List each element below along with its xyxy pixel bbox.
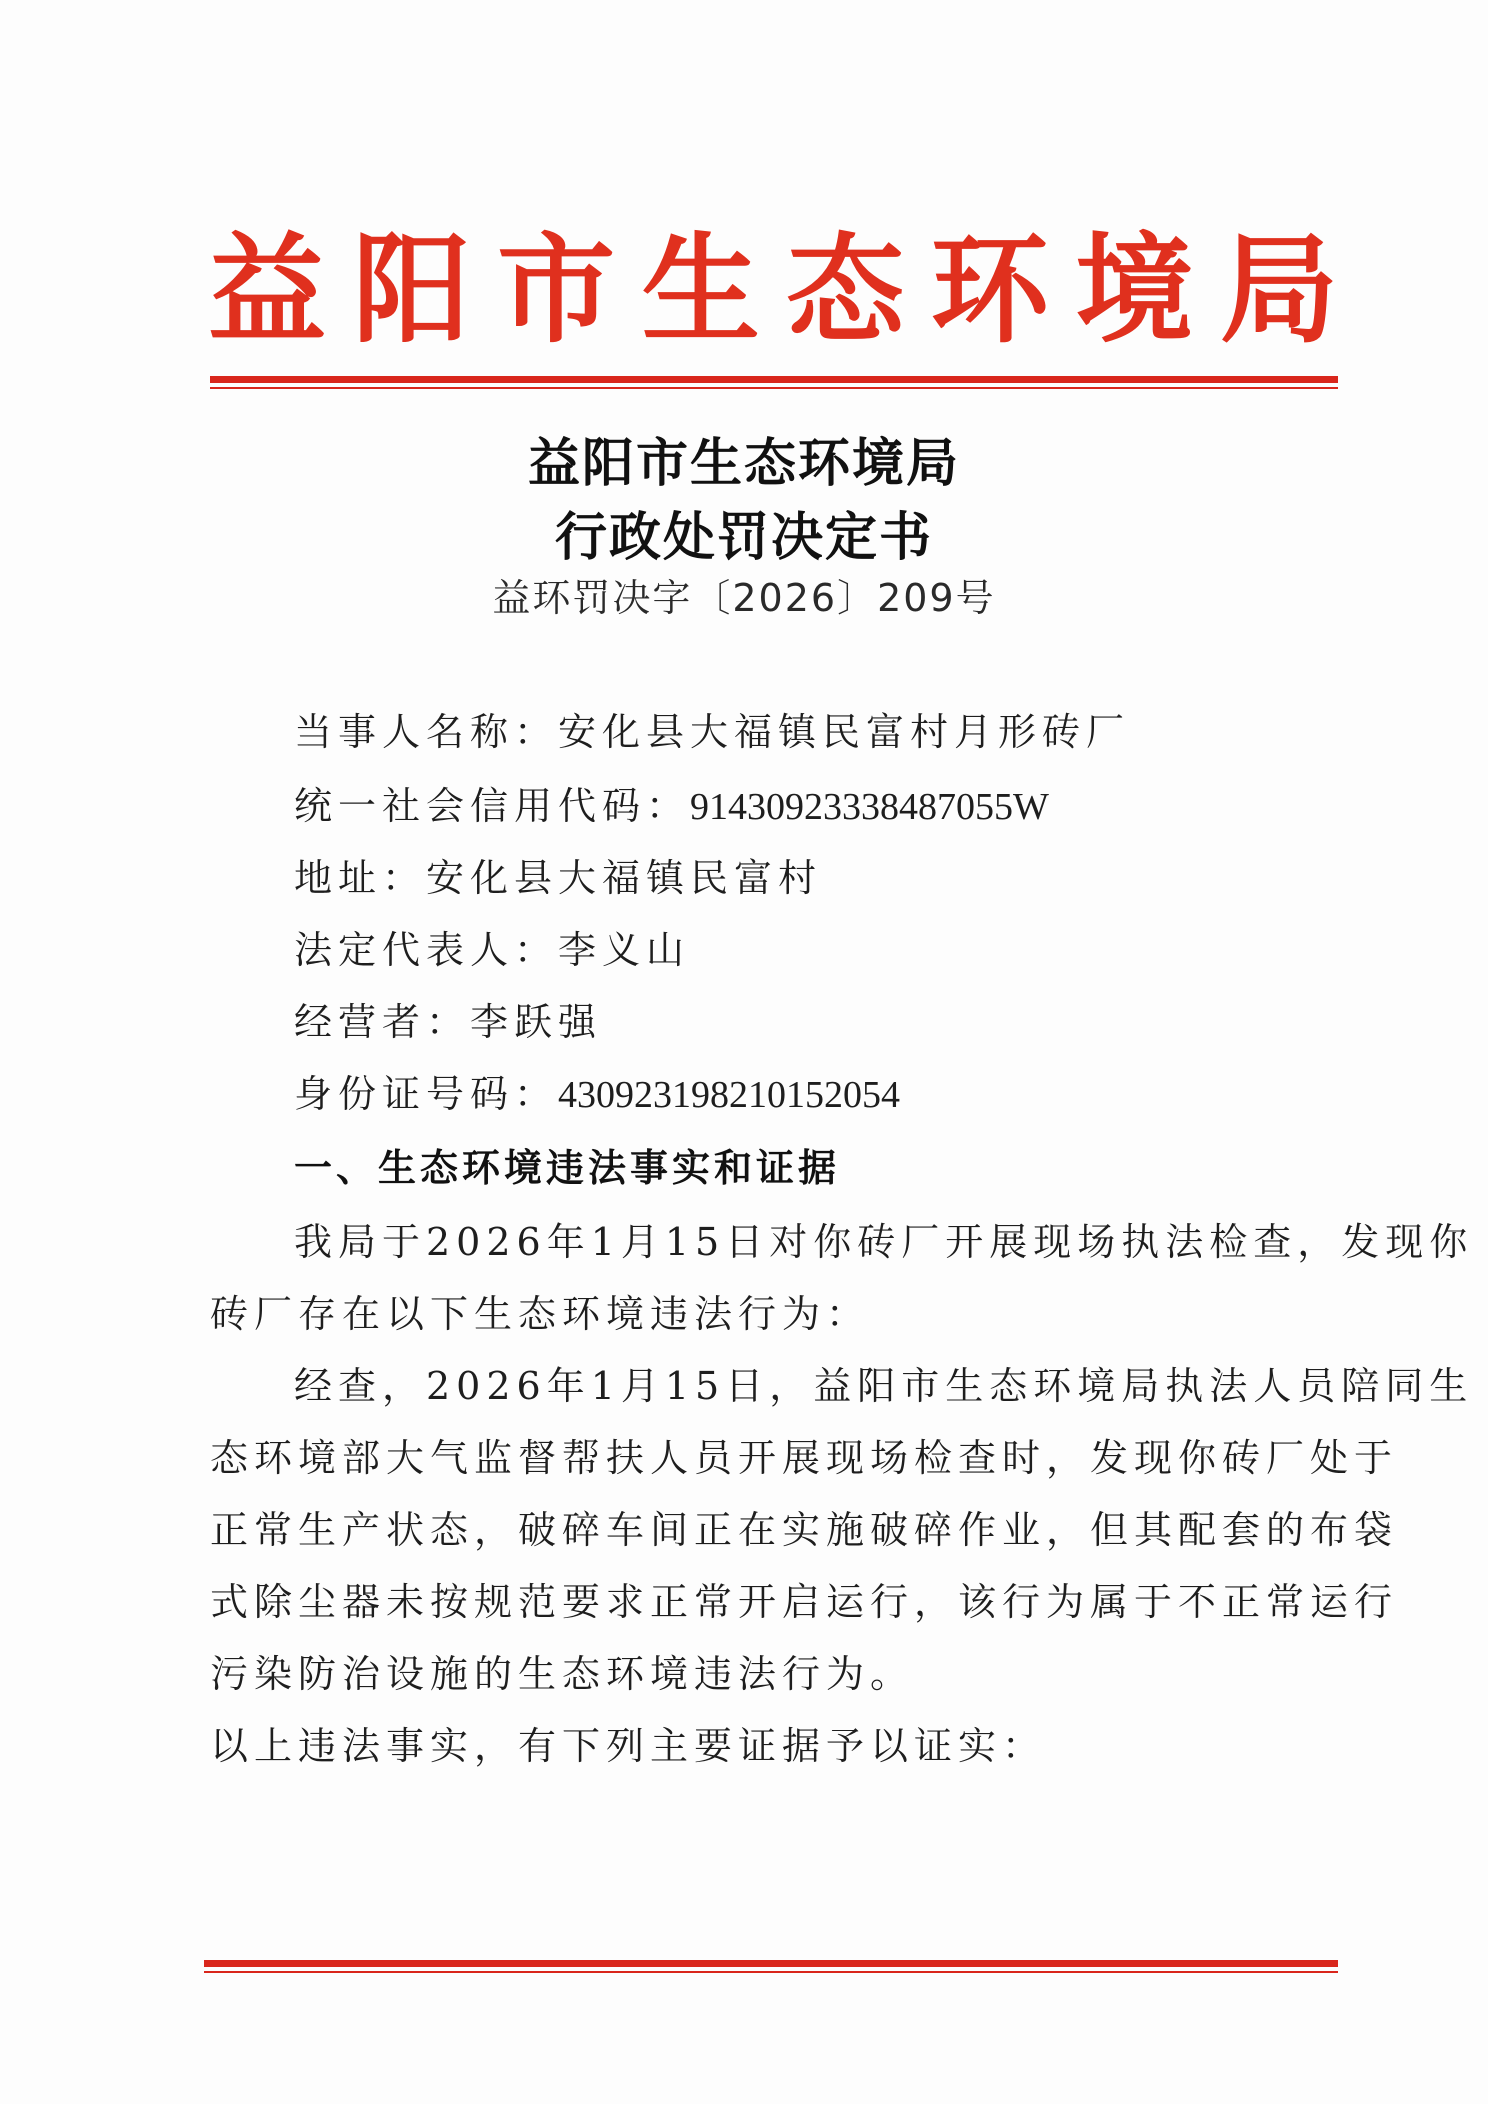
letterhead-char: 益: [208, 220, 327, 359]
letterhead-char: 态: [786, 220, 905, 359]
paragraph-line: 正常生产状态，破碎车间正在实施破碎作业，但其配套的布袋: [210, 1508, 1399, 1552]
paragraph-line: 式除尘器未按规范要求正常开启运行，该行为属于不正常运行: [210, 1580, 1399, 1624]
party-name-value: 安化县大福镇民富村月形砖厂: [558, 710, 1131, 754]
doc-title-agency: 益阳市生态环境局: [527, 433, 960, 494]
footer-divider-thin: [204, 1971, 1338, 1973]
letterhead-char: 生: [641, 220, 760, 359]
address-label: 地址：: [294, 856, 427, 900]
letterhead-char: 局: [1219, 220, 1338, 359]
credit-code-value: 91430923338487055W: [690, 786, 1049, 828]
legal-rep-row: [294, 924, 690, 976]
operator-row: [294, 996, 602, 1048]
paragraph-line: 我局于2026年1月15日对你砖厂开展现场执法检查，发现你: [294, 1220, 1474, 1264]
paragraph-line: 砖厂存在以下生态环境违法行为：: [210, 1292, 871, 1336]
operator-label: 经营者：: [294, 1000, 471, 1044]
letterhead-char: 境: [1075, 220, 1194, 359]
paragraph-line: 经查，2026年1月15日，益阳市生态环境局执法人员陪同生: [294, 1364, 1474, 1408]
section-heading-violations: 一、生态环境违法事实和证据: [294, 1146, 841, 1190]
credit-code-row: [294, 780, 1049, 833]
agency-letterhead: [208, 220, 1338, 360]
credit-code-label: 统一社会信用代码：: [294, 784, 691, 828]
paragraph-line: 污染防治设施的生态环境违法行为。: [210, 1652, 915, 1696]
paragraph-line: 态环境部大气监督帮扶人员开展现场检查时，发现你砖厂处于: [210, 1436, 1399, 1480]
doc-title-type: 行政处罚决定书: [554, 507, 933, 568]
legal-rep-label: 法定代表人：: [294, 928, 559, 972]
letterhead-char: 阳: [352, 220, 471, 359]
id-number-value: 430923198210152054: [558, 1074, 901, 1116]
id-number-row: [294, 1068, 900, 1121]
letterhead-divider-thick: [210, 376, 1338, 383]
address-value: 安化县大福镇民富村: [426, 856, 823, 900]
letterhead-char: 市: [497, 220, 616, 359]
paragraph-line: 以上违法事实，有下列主要证据予以证实：: [210, 1724, 1047, 1768]
party-name-label: 当事人名称：: [294, 710, 559, 754]
letterhead-divider-thin: [210, 387, 1338, 389]
party-name-row: [294, 706, 1130, 758]
legal-rep-value: 李义山: [558, 928, 691, 972]
doc-number: 益环罚决字〔2026〕209号: [492, 576, 996, 620]
address-row: [294, 852, 822, 904]
letterhead-char: 环: [930, 220, 1049, 359]
id-number-label: 身份证号码：: [294, 1072, 559, 1116]
operator-value: 李跃强: [470, 1000, 603, 1044]
footer-divider-thick: [204, 1960, 1338, 1967]
